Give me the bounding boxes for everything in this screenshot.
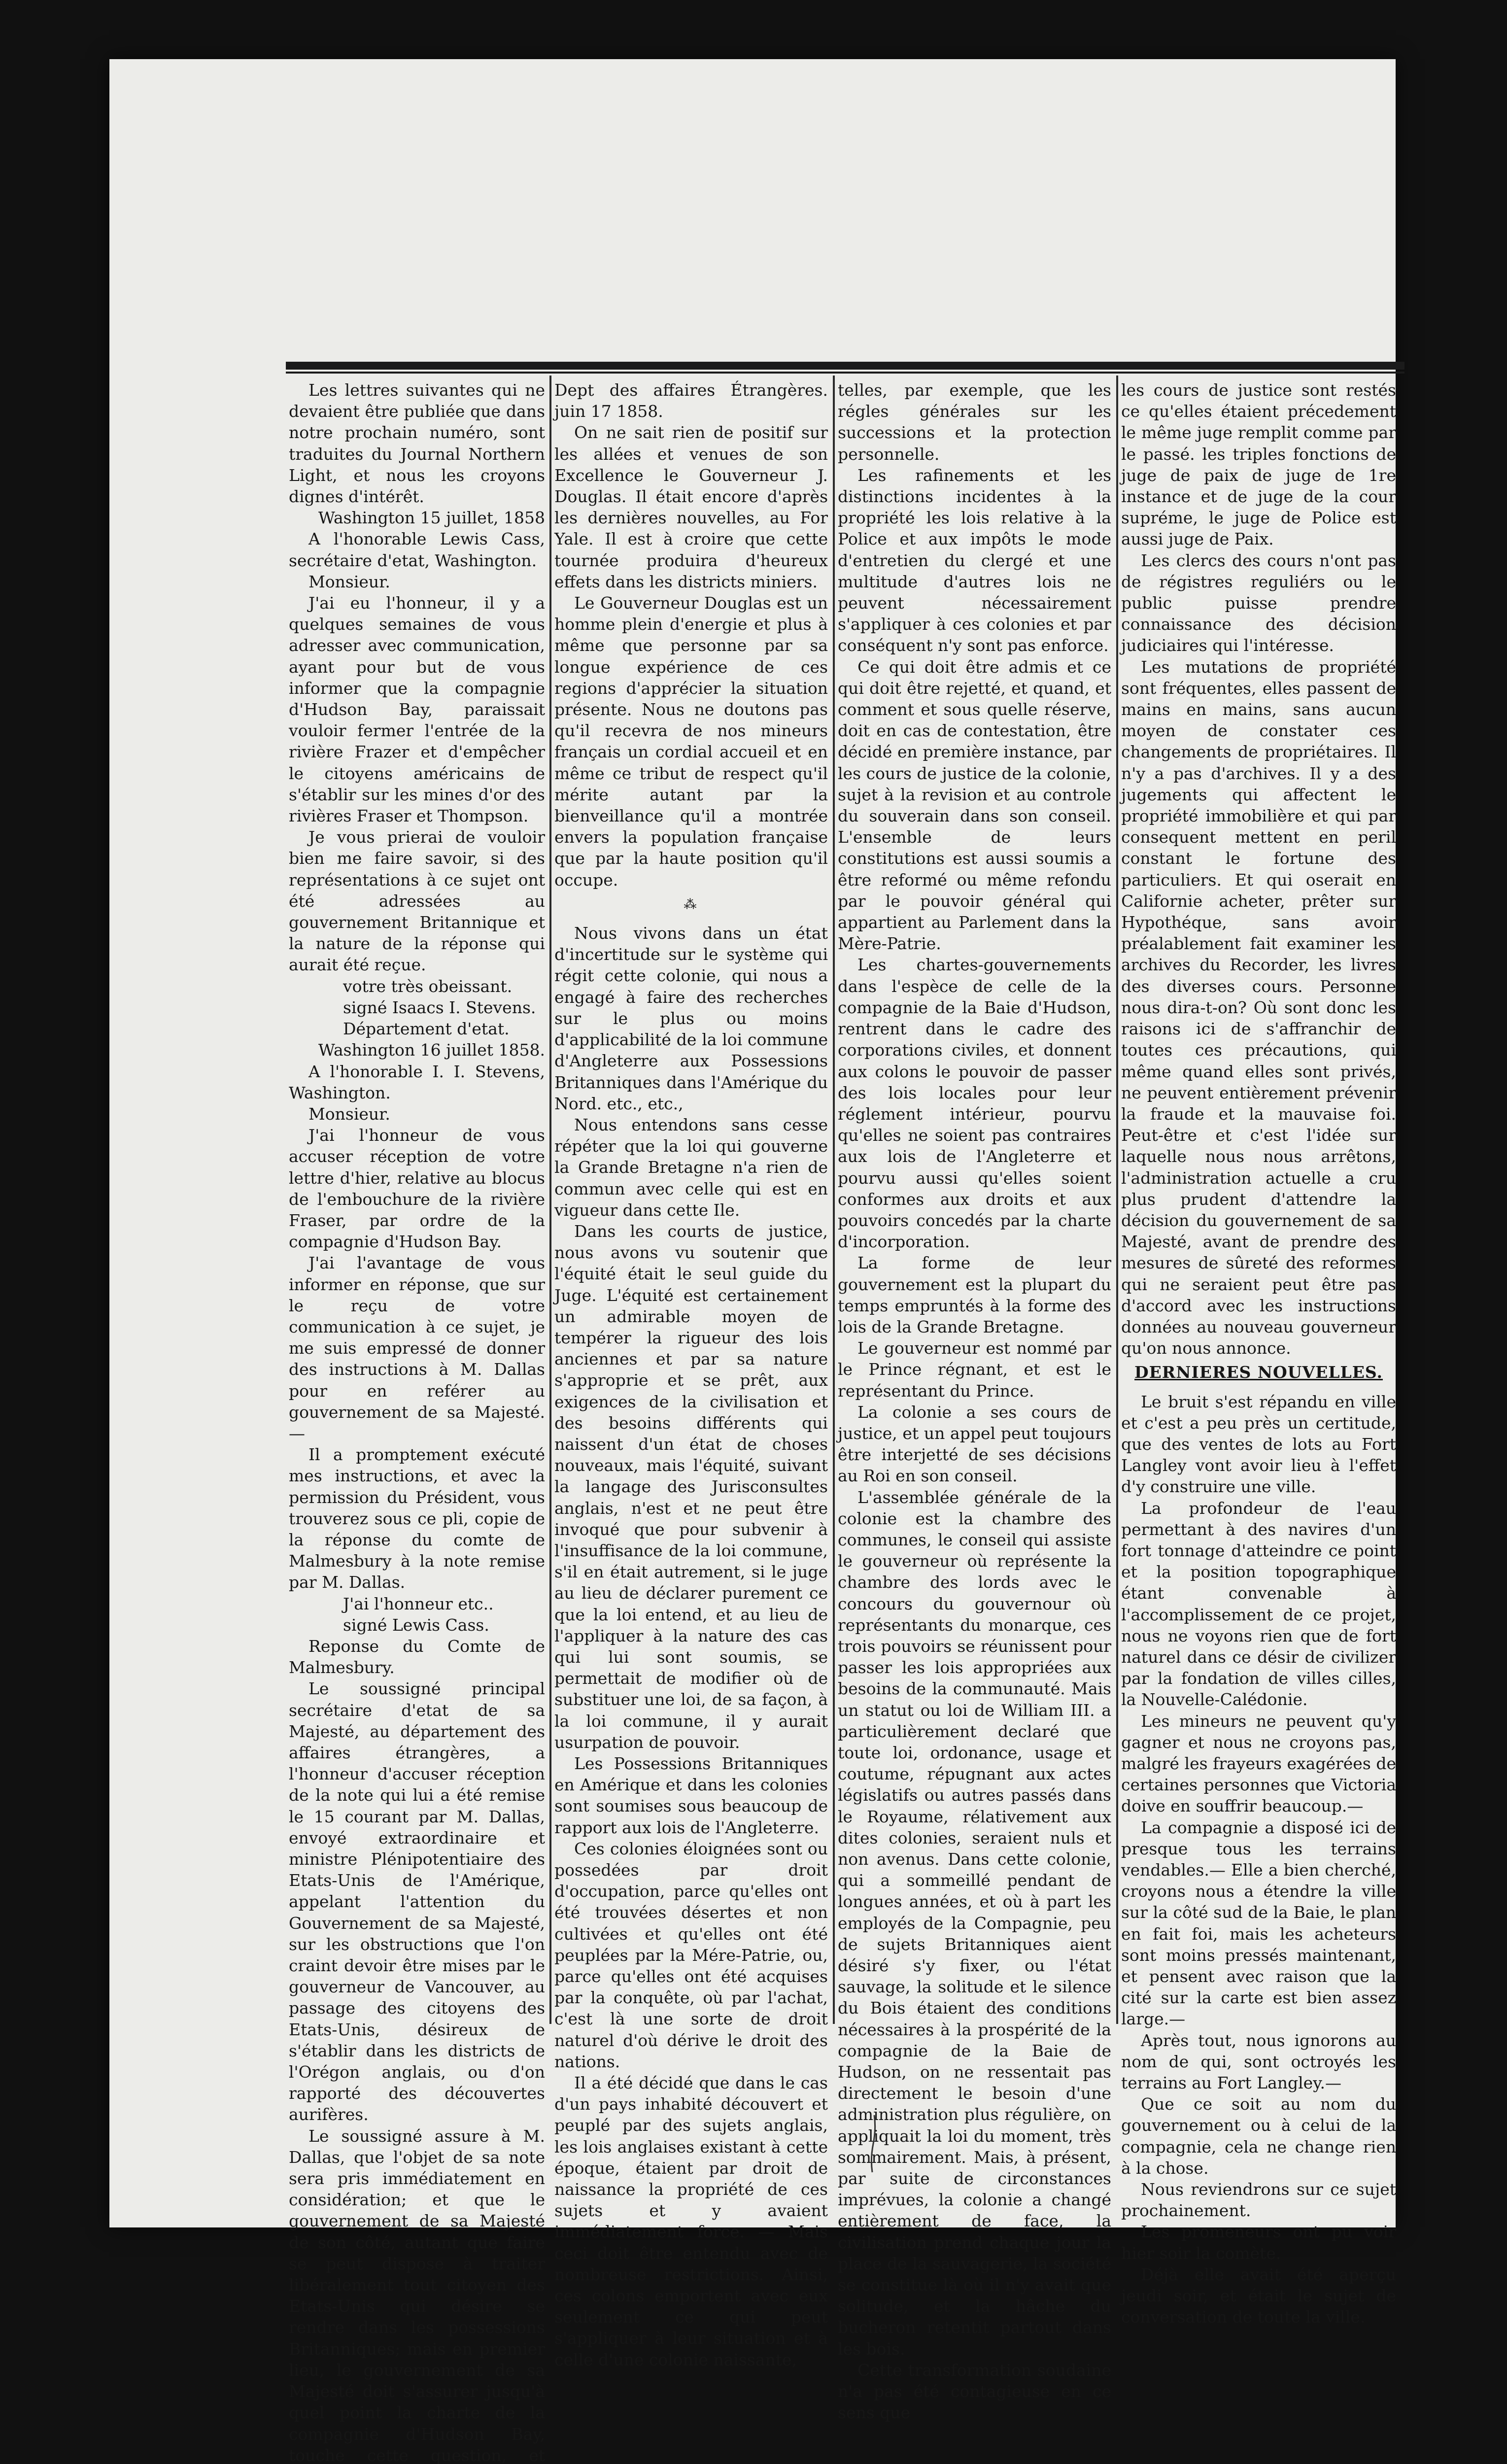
paragraph: La colonie a ses cours de justice, et un appel peut toujours être interjetté de ses décisions au Roi en son conseil. xyxy=(838,1402,1111,1486)
paragraph: Monsieur. xyxy=(308,572,390,591)
paragraph: Les clercs des cours n'ont pas de régistres reguliérs ou le public puisse prendre connaissance des décision judiciaires qui l'intéresse. xyxy=(1121,550,1396,655)
paragraph: La forme de leur gouvernement est la plupart du temps empruntés à la forme des lois de la Grande Bretagne. xyxy=(838,1253,1111,1336)
paragraph: telles, par exemple, que les régles générales sur les successions et la protection personnelle. xyxy=(838,380,1111,464)
paragraph: A l'honorable I. I. Stevens, Washington. xyxy=(289,1061,545,1102)
paragraph: Je vous prierai de vouloir bien me faire savoir, si des représentations à ce sujet ont été adressées au gouvernement Britannique et la nature de la réponse qui aurait été reçue. xyxy=(289,827,545,975)
paragraph: les cours de justice sont restés ce qu'elles étaient précedement le même juge remplit comme par le passé. les triples fonctions de juge de paix de juge de 1re instance et de juge de la cour supréme, le juge de Police est aussi juge de Paix. xyxy=(1121,380,1396,549)
article-column-1 xyxy=(289,379,545,2464)
paragraph: La profondeur de l'eau permettant à des navires d'un fort tonnage d'atteindre ce point et la position topographique étant convenable à l'accomplissement de ce projet, nous ne voyons rien que de fort naturel dans ce désir de civilizer par la fondation de villes cilles, la Nouvelle-Calédonie. xyxy=(1121,1498,1396,1710)
column-divider xyxy=(1116,376,1118,2024)
paragraph: Washington 15 juillet, 1858 xyxy=(318,508,545,528)
ink-mark xyxy=(868,2114,878,2173)
column-divider xyxy=(833,376,835,2024)
section-ornament: ⁂ xyxy=(684,897,699,912)
paragraph: J'ai eu l'honneur, il y a quelques semaines de vous adresser avec communication, ayant pour but de vous informer que la compagnie d'Hudson Bay, paraissait vouloir fermer l'entrée de la rivière Frazer et d'empêcher le citoyens américains de s'établir sur les mines d'or des rivières Fraser et Thompson. xyxy=(289,593,545,826)
paragraph: Après tout, nous ignorons au nom de qui, sont octroyés les terrains au Fort Langley.— xyxy=(1121,2030,1396,2093)
paragraph: Déjà elle avait été aperçu jeudi soir, et était le sujet de conversation de toute la ville. xyxy=(1121,2264,1396,2327)
paragraph: Cette transformation soudaine n'a pas été contagieuse en ce sens que xyxy=(838,2360,1111,2423)
section-heading: DERNIERES NOUVELLES. xyxy=(1134,1363,1383,1382)
article-column-4 xyxy=(1121,379,1396,2327)
paragraph: Les promeneurs ont pu voir hier soir la comète. xyxy=(1121,2222,1396,2263)
paragraph: Ce qui doit être admis et ce qui doit être rejetté, et quand, et comment et sous quelle réserve, doit en cas de contestation, être décidé en première instance, par les cours de justice de la colonie, sujet à la revision et au controle du souverain dans son conseil. L'ensemble de leurs constitutions est aussi soumis a être reformé ou même refondu par le pouvoir général qui appartient au Parlement dans la Mère-Patrie. xyxy=(838,657,1111,954)
article-column-3 xyxy=(838,379,1111,2423)
paragraph: J'ai l'honneur de vous accuser réception de votre lettre d'hier, relative au blocus de l'embouchure de la rivière Fraser, par ordre de la compagnie d'Hudson Bay. xyxy=(289,1126,545,1252)
paragraph: On ne sait rien de positif sur les allées et venues de son Excellence le Gouverneur J. Douglas. Il était encore d'après les dernières nouvelles, au For Yale. Il est à croire que cette tournée produira d'heureux effets dans les districts miniers. xyxy=(554,423,828,591)
paragraph: Ces colonies éloignées sont ou possedées par droit d'occupation, parce qu'elles ont été trouvées désertes et non cultivées et qu'elles ont été peuplées par la Mére-Patrie, ou, parce qu'elles ont été acquises par la conquête, où par l'achat, c'est là une sorte de droit naturel d'où dérive le droit des nations. xyxy=(554,1839,828,2071)
paragraph: Le bruit s'est répandu en ville et c'est a peu près un certitude, que des ventes de lots au Fort Langley vont avoir lieu à l'effet d'y construire une ville. xyxy=(1121,1392,1396,1497)
paragraph: J'ai l'avantage de vous informer en réponse, que sur le reçu de votre communication à ce sujet, je me suis empressé de donner des instructions à M. Dallas pour en reférer au gouvernement de sa Majesté. — xyxy=(289,1253,545,1443)
paragraph: L'assemblée générale de la colonie est la chambre des communes, le conseil qui assiste le gouverneur où représente la chambre des lords avec le concours du gouvernour où représentants du monarque, ces trois pouvoirs se réunissent pour passer les lois appropriées aux besoins de la communauté. Mais un statut ou loi de William III. a particulièrement declaré que toute loi, ordonance, usage et coutume, répugnant aux actes législatifs ou autres passés dans le Royaume, rélativement aux dites colonies, seraient nuls et non avenus. Dans cette colonie, qui a sommeillé pendant de longues années, et où à part les employés de la Compagnie, peu de sujets Britanniques aient désiré s'y fixer, ou l'état sauvage, la solitude et le silence du Bois étaient des conditions nécessaires à la prospérité de la compagnie de la Baie de Hudson, on ne ressentait pas directement le besoin d'une administration plus régulière, on appliquait la loi du moment, très sommairement. Mais, à présent, par suite de circonstances imprévues, la colonie a changé entièrement de face, la civilisation prend chaque jour la place de la sauvagerie, la société se constitue là où il n'y avait que solitude, et la hâche du bucheron retentit partout dans les bois. xyxy=(838,1487,1111,2359)
paragraph: signé Lewis Cass. xyxy=(343,1615,489,1635)
header-thick-rule xyxy=(286,362,1404,370)
paragraph: Les mutations de propriété sont fréquentes, elles passent de mains en mains, sans aucun moyen de constater ces changements de propriétaires. Il n'y a pas d'archives. Il y a des jugements qui affectent le propriété immobilière et qui par consequent mettent en peril constant le fortune des particuliers. Et qui oserait en Californie acheter, prêter sur Hypothéque, sans avoir préalablement fait examiner les archives du Recorder, les livres des diverses cours. Personne nous dira-t-on? Où sont donc les raisons ici de s'affranchir de toutes ces précautions, qui même quand elles sont privés, ne peuvent entièrement prévenir la fraude et la mauvaise foi. Peut-être et c'est l'idée sur laquelle nous nous arrêtons, l'administration actuelle a cru plus prudent d'attendre la décision du gouvernement de sa Majesté, avant de prendre des mesures de sûreté des reformes qui ne seraient peut être pas d'accord avec les instructions données au nouveau gouverneur qu'on nous annonce. xyxy=(1121,657,1396,1358)
paragraph: Il a promptement exécuté mes instructions, et avec la permission du Président, vous trouverez sous ce pli, copie de la réponse du comte de Malmesbury à la note remise par M. Dallas. xyxy=(289,1445,545,1592)
paragraph: Dept des affaires Étrangères. juin 17 1858. xyxy=(554,380,828,421)
paragraph: La compagnie a disposé ici de presque tous les terrains vendables.— Elle a bien cherché, croyons nous a étendre la ville sur la côté sud de la Baie, le plan en fait foi, mais les acheteurs sont moins pressés maintenant, et pensent avec raison que la cité sur la carte est bien assez large.— xyxy=(1121,1817,1396,2029)
paragraph: Reponse du Comte de Malmesbury. xyxy=(289,1636,545,1677)
paragraph: Monsieur. xyxy=(308,1104,390,1124)
paragraph: Que ce soit au nom du gouvernement ou à celui de la compagnie, cela ne change rien à la chose. xyxy=(1121,2094,1396,2178)
paragraph: A l'honorable Lewis Cass, secrétaire d'etat, Washington. xyxy=(289,529,545,570)
paragraph: Les lettres suivantes qui ne devaient être publiée que dans notre prochain numéro, sont traduites du Journal Northern Light, et nous les croyons dignes d'intérêt. xyxy=(289,380,545,507)
paragraph: J'ai l'honneur etc.. xyxy=(343,1594,494,1613)
paragraph: votre très obeissant. xyxy=(343,976,513,996)
paragraph: Le gouverneur est nommé par le Prince régnant, et est le représentant du Prince. xyxy=(838,1338,1111,1401)
paragraph: Le soussigné principal secrétaire d'etat de sa Majesté, au département des affaires étrangères, a l'honneur d'accuser réception de la note qui lui a été remise le 15 courant par M. Dallas, envoyé extraordinaire et ministre Plénipotentiaire des Etats-Unis de l'Amérique, appelant l'attention du Gouvernement de sa Majesté, sur les obstructions que l'on craint devoir être mises par le gouverneur de Vancouver, au passage des citoyens des Etats-Unis, désireux de s'établir dans les districts de l'Orégon anglais, ou d'on rapporté des découvertes aurifères. xyxy=(289,1679,545,2124)
paragraph: Les mineurs ne peuvent qu'y gagner et nous ne croyons pas, malgré les frayeurs exagérées de certaines personnes que Victoria doive en souffrir beaucoup.— xyxy=(1121,1711,1396,1816)
paragraph: Les Possessions Britanniques en Amérique et dans les colonies sont soumises sous beaucoup de rapport aux lois de l'Angleterre. xyxy=(554,1754,828,1837)
paragraph: Le soussigné assure à M. Dallas, que l'objet de sa note sera pris immédiatement en considération; et que le gouvernement de sa Majesté de son côté, autant que faire se peut dispose à traiter libéralement tout citoyen des Etats-Unis qui désire se rendre dans les possessions Britanniques; mais en premier lieu, le gouvernement de sa Majesté doit s'assurer jusqu'à quel point la charte de la compagnie d'Hudson Bay, touche cette question, et xyxy=(289,2126,545,2464)
paragraph: Le Gouverneur Douglas est un homme plein d'energie et plus à même que personne par sa longue expérience de ces regions d'apprécier la situation présente. Nous ne doutons pas qu'il recevra de nos mineurs français un cordial accueil et en même ce tribut de respect qu'il mérite autant par la bienveillance qu'il a montrée envers la population française que par la haute position qu'il occupe. xyxy=(554,593,828,890)
column-divider xyxy=(549,376,551,2024)
paragraph: Département d'etat. xyxy=(343,1019,510,1039)
paragraph: Dans les courts de justice, nous avons vu soutenir que l'équité était le seul guide du Juge. L'équité est certainement un admirable moyen de tempérer la rigueur des lois anciennes et par sa nature s'approprie et se prêt, aux exigences de la civilisation et des besoins différents qui naissent d'un état de choses nouveaux, mais l'équité, suivant la langage des Jurisconsultes anglais, n'est et ne peut être invoqué que pour subvenir à l'insuffisance de la loi commune, s'il en était autrement, si le juge au lieu de déclarer purement ce que la loi entend, et au lieu de l'appliquer à la nature des cas qui lui sont soumis, se permettait de modifier où de substituer une loi, de sa façon, à la loi commune, il y aurait usurpation de pouvoir. xyxy=(554,1221,828,1752)
paragraph: Il a été décidé que dans le cas d'un pays inhabité découvert et peuplé par des sujets anglais, les lois anglaises existant à cette époque, étaient par droit de naissance la propriété de ces sujets et y avaient immédiatement force. — Mais ceci doit être entendu avec de nombreuse restrictions. Ainsi, ces colons emportent avec eux seulement ce qui peut s'appliquer à leur situation et à celle d'une colonie naissante, xyxy=(554,2073,828,2369)
paragraph: Nous vivons dans un état d'incertitude sur le système qui régit cette colonie, qui nous a engagé à faire des recherches sur le plus ou moins d'applicabilité de la loi commune d'Angleterre aux Possessions Britanniques dans l'Amérique du Nord. etc., etc., xyxy=(554,924,828,1113)
paragraph: Nous entendons sans cesse répéter que la loi qui gouverne la Grande Bretagne n'a rien de commun avec celle qui est en vigueur dans cette Ile. xyxy=(554,1115,828,1220)
paragraph: signé Isaacs I. Stevens. xyxy=(343,997,536,1017)
paragraph: Nous reviendrons sur ce sujet prochainement. xyxy=(1121,2180,1396,2221)
article-column-2 xyxy=(554,379,828,2369)
paragraph: Washington 16 juillet 1858. xyxy=(318,1040,545,1060)
header-thin-rule xyxy=(286,372,1404,374)
paragraph: Les chartes-gouvernements dans l'espèce de celle de la compagnie de la Baie d'Hudson, rentrent dans le cadre des corporations civiles, et donnent aux colons le pouvoir de passer des lois locales pour leur réglement intérieur, pourvu qu'elles ne soient pas contraires aux lois de l'Angleterre et pourvu aussi qu'elles soient conformes aux droits et aux pouvoirs concedés par la charte d'incorporation. xyxy=(838,955,1111,1252)
paragraph: Les rafinements et les distinctions incidentes à la propriété les lois relative à la Police et aux impôts le mode d'entretien du clergé et une multitude d'autres lois ne peuvent nécessairement s'appliquer à ces colonies et par conséquent n'y sont pas enforce. xyxy=(838,465,1111,655)
